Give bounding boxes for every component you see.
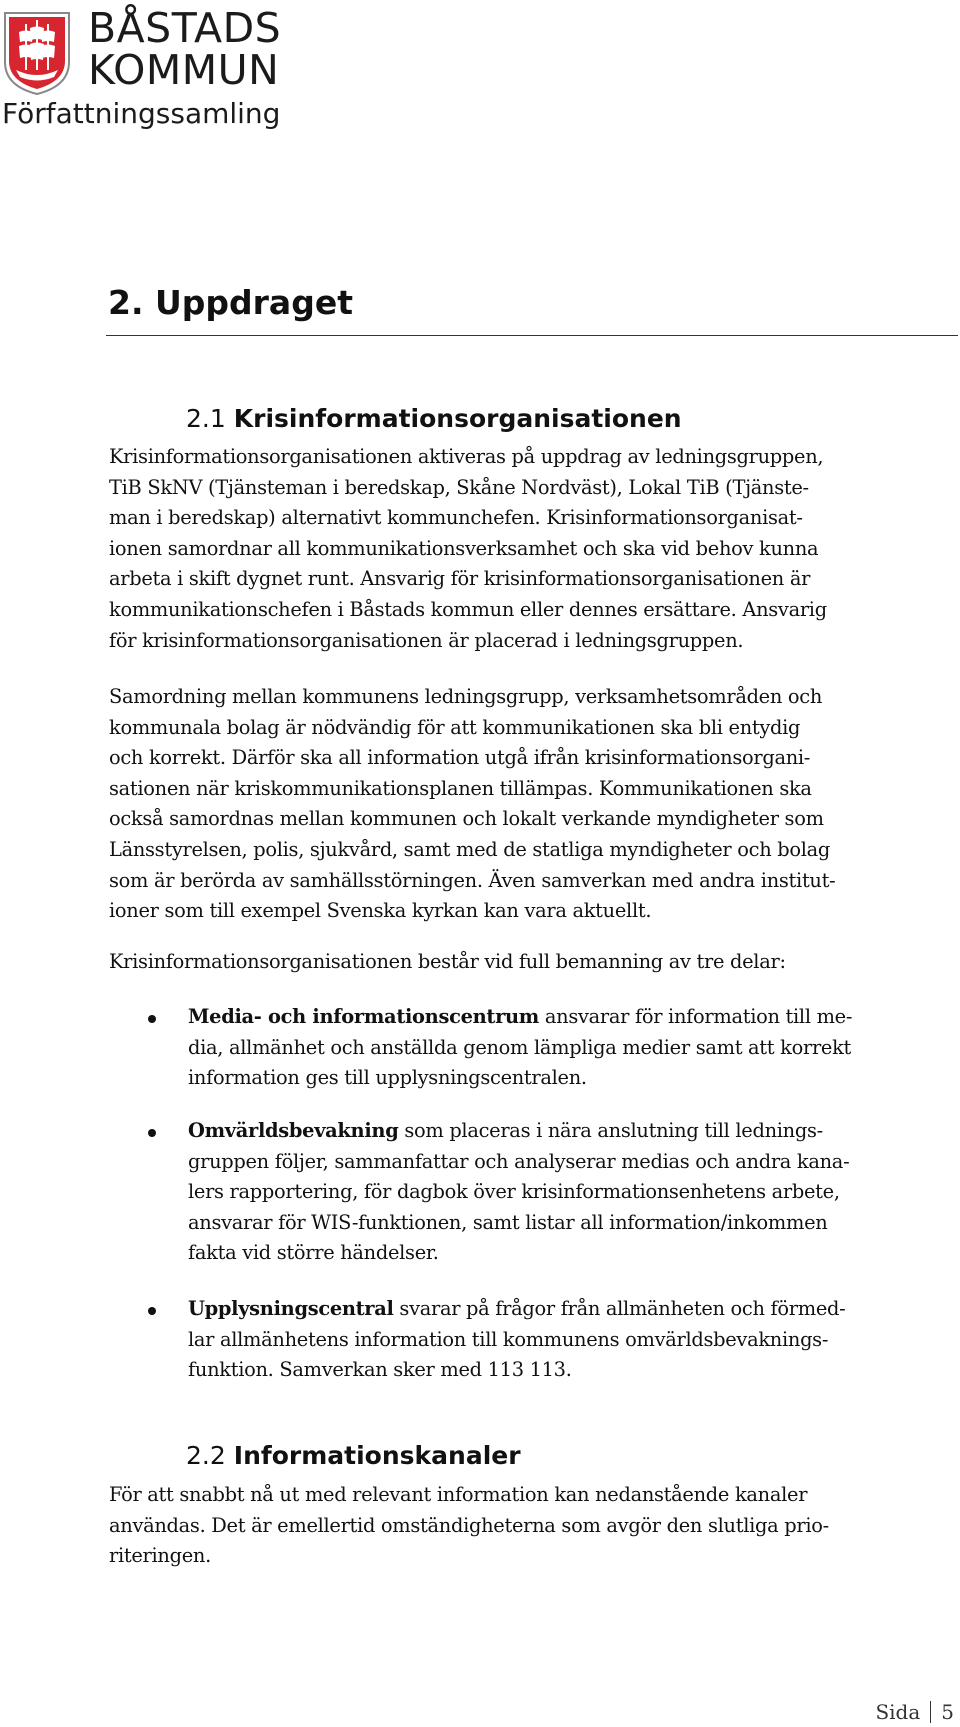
bullet-dot (148, 1015, 156, 1023)
subsection-title: Informationskanaler (233, 1441, 521, 1470)
text-line: lers rapportering, för dagbok över krisinformationsenhetens arbete, (188, 1180, 840, 1204)
text-line: som är berörda av samhällsstörningen. Även samverkan med andra institut- (109, 868, 836, 892)
text-line: användas. Det är emellertid omständigheterna som avgör den slutliga prio- (109, 1513, 829, 1537)
list-item-term: Media- och informationscentrum (188, 1005, 540, 1028)
paragraph-1 (109, 442, 953, 656)
text-line: man i beredskap) alternativt kommunchefen. Krisinformationsorganisat- (109, 506, 803, 530)
section-divider (106, 335, 958, 336)
subsection-heading-2-2 (186, 1440, 521, 1472)
text-line: Länsstyrelsen, polis, sjukvård, samt med de statliga myndigheter och bolag (109, 837, 831, 861)
section-heading: 2. Uppdraget (108, 283, 353, 322)
bullet-dot (148, 1307, 156, 1315)
text-line (188, 1294, 960, 1325)
subsection-title: Krisinformationsorganisationen (233, 404, 682, 433)
list-item-desc: svarar på frågor från allmänheten och förmed- (393, 1297, 846, 1320)
text-line: sationen när kriskommunikationsplanen tillämpas. Kommunikationen ska (109, 776, 812, 800)
text-line: också samordnas mellan kommunen och lokalt verkande myndigheter som (109, 807, 824, 831)
text-line: För att snabbt nå ut med relevant information kan nedanstående kanaler (109, 1483, 808, 1506)
list-item-term: Omvärldsbevakning (188, 1119, 399, 1142)
list-item-desc: ansvarar för information till me- (539, 1005, 853, 1028)
subsection-number: 2.1 (186, 404, 226, 433)
text-line: kommunikationschefen i Båstads kommun eller dennes ersättare. Ansvarig (109, 597, 827, 621)
subsection-heading-2-1 (186, 403, 682, 435)
list-item-desc: som placeras i nära anslutning till lednings- (398, 1119, 823, 1142)
collection-title: Författningssamling (2, 97, 281, 130)
footer-separator (930, 1701, 931, 1723)
list-item-text (188, 1294, 960, 1386)
text-line: arbeta i skift dygnet runt. Ansvarig för krisinformationsorganisationen är (109, 567, 811, 591)
text-line: Samordning mellan kommunens ledningsgrupp, verksamhetsområden och (109, 685, 823, 708)
subsection-number: 2.2 (186, 1441, 226, 1470)
text-line: information ges till upplysningscentralen. (188, 1066, 587, 1090)
ship-crest-icon (2, 10, 72, 96)
text-line: ansvarar för WIS-funktionen, samt listar all information/inkommen (188, 1210, 828, 1234)
paragraph-2 (109, 682, 953, 927)
text-line: ionen samordnar all kommunikationsverksamhet och ska vid behov kunna (109, 536, 819, 560)
text-line: gruppen följer, sammanfattar och analyserar medias och andra kana- (188, 1149, 850, 1173)
text-line: riteringen. (109, 1544, 211, 1568)
text-line (188, 1116, 960, 1147)
bullet-dot (148, 1129, 156, 1137)
text-line: ioner som till exempel Svenska kyrkan kan vara aktuellt. (109, 899, 652, 923)
list-item-text (188, 1116, 960, 1269)
org-name-line1: BÅSTADS (88, 4, 282, 52)
text-line: och korrekt. Därför ska all information utgå ifrån krisinformationsorgani- (109, 746, 811, 770)
text-line: Krisinformationsorganisationen består vid full bemanning av tre delar: (109, 950, 786, 973)
paragraph-4 (109, 1480, 953, 1572)
paragraph-3 (109, 947, 953, 978)
list-item-text (188, 1002, 960, 1094)
text-line (188, 1002, 960, 1033)
list-item-term: Upplysningscentral (188, 1297, 394, 1320)
text-line: TiB SkNV (Tjänsteman i beredskap, Skåne Nordväst), Lokal TiB (Tjänste- (109, 475, 809, 499)
page-label: Sida (875, 1700, 921, 1724)
text-line: Krisinformationsorganisationen aktiveras på uppdrag av ledningsgruppen, (109, 445, 824, 468)
document-header (0, 0, 320, 140)
text-line: för krisinformationsorganisationen är placerad i ledningsgruppen. (109, 628, 744, 652)
text-line: lar allmänhetens information till kommunens omvärldsbevaknings- (188, 1327, 829, 1351)
text-line: funktion. Samverkan sker med 113 113. (188, 1358, 572, 1382)
text-line: kommunala bolag är nödvändig för att kommunikationen ska bli entydig (109, 715, 801, 739)
page-number: 5 (941, 1700, 954, 1724)
text-line: dia, allmänhet och anställda genom lämpliga medier samt att korrekt (188, 1035, 852, 1059)
org-name-line2: KOMMUN (88, 46, 280, 94)
text-line: fakta vid större händelser. (188, 1241, 439, 1265)
page-footer (875, 1700, 954, 1724)
